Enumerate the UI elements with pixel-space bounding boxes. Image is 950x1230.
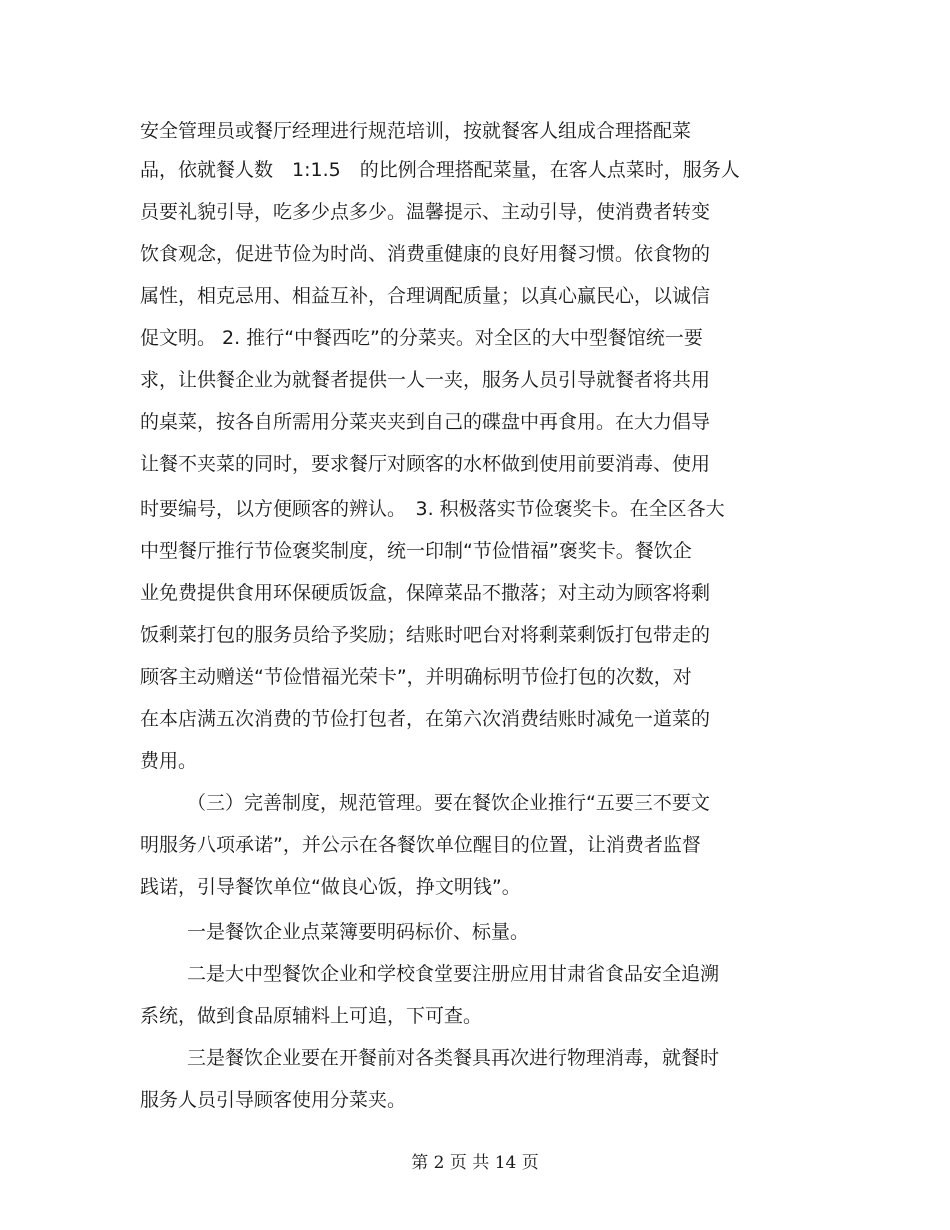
paragraph-line: 的桌菜，按各自所需用分菜夹夹到自己的碟盘中再食用。在大力倡导	[140, 411, 711, 433]
paragraph-line: 系统，做到食品原辅料上可追，下可查。	[140, 1005, 483, 1027]
paragraph-line: 费用。	[140, 750, 198, 772]
paragraph-line: 顾客主动赠送“节俭惜福光荣卡”，并明确标明节俭打包的次数，对	[140, 666, 692, 688]
paragraph-line: 安全管理员或餐厅经理进行规范培训，按就餐客人组成合理搭配菜	[140, 120, 692, 142]
paragraph-line: 饮食观念，促进节俭为时尚、消费重健康的良好用餐习惯。依食物的	[140, 243, 711, 265]
paragraph-line: 中型餐厅推行节俭褒奖制度，统一印制“节俭惜福”褒奖卡。餐饮企	[140, 540, 692, 562]
paragraph-line: 饭剩菜打包的服务员给予奖励；结账时吧台对将剩菜剩饭打包带走的	[140, 624, 711, 646]
section-heading-line: （三）完善制度，规范管理。要在餐饮企业推行“五要三不要文	[187, 792, 710, 814]
paragraph-line: 属性，相克忌用、相益互补，合理调配质量；以真心赢民心，以诚信	[140, 285, 711, 307]
paragraph-line: 品，依就餐人数 1:1.5 的比例合理搭配菜量，在客人点菜时，服务人	[140, 159, 740, 181]
paragraph-line: 服务人员引导顾客使用分菜夹。	[140, 1089, 407, 1111]
paragraph-line: 让餐不夹菜的同时，要求餐厅对顾客的水杯做到使用前要消毒、使用	[140, 453, 711, 475]
paragraph-line: 业免费提供食用环保硬质饭盒，保障菜品不撒落；对主动为顾客将剩	[140, 582, 711, 604]
paragraph-line: 求，让供餐企业为就餐者提供一人一夹，服务人员引导就餐者将共用	[140, 369, 711, 391]
page-number-footer: 第 2 页 共 14 页	[411, 1153, 539, 1173]
paragraph-line: 员要礼貌引导，吃多少点多少。温馨提示、主动引导，使消费者转变	[140, 201, 711, 223]
list-item-line: 二是大中型餐饮企业和学校食堂要注册应用甘肃省食品安全追溯	[187, 963, 720, 985]
paragraph-line: 时要编号，以方便顾客的辨认。 3. 积极落实节俭褒奖卡。在全区各大	[140, 498, 725, 520]
list-item-line: 一是餐饮企业点菜簿要明码标价、标量。	[187, 921, 530, 943]
paragraph-line: 在本店满五次消费的节俭打包者，在第六次消费结账时减免一道菜的	[140, 708, 711, 730]
paragraph-line: 践诺，引导餐饮单位“做良心饭，挣文明钱”。	[140, 876, 521, 898]
paragraph-line: 明服务八项承诺”，并公示在各餐饮单位醒目的位置，让消费者监督	[140, 834, 701, 856]
list-item-line: 三是餐饮企业要在开餐前对各类餐具再次进行物理消毒，就餐时	[187, 1047, 720, 1069]
paragraph-line: 促文明。 2. 推行“中餐西吃”的分菜夹。对全区的大中型餐馆统一要	[140, 327, 703, 349]
